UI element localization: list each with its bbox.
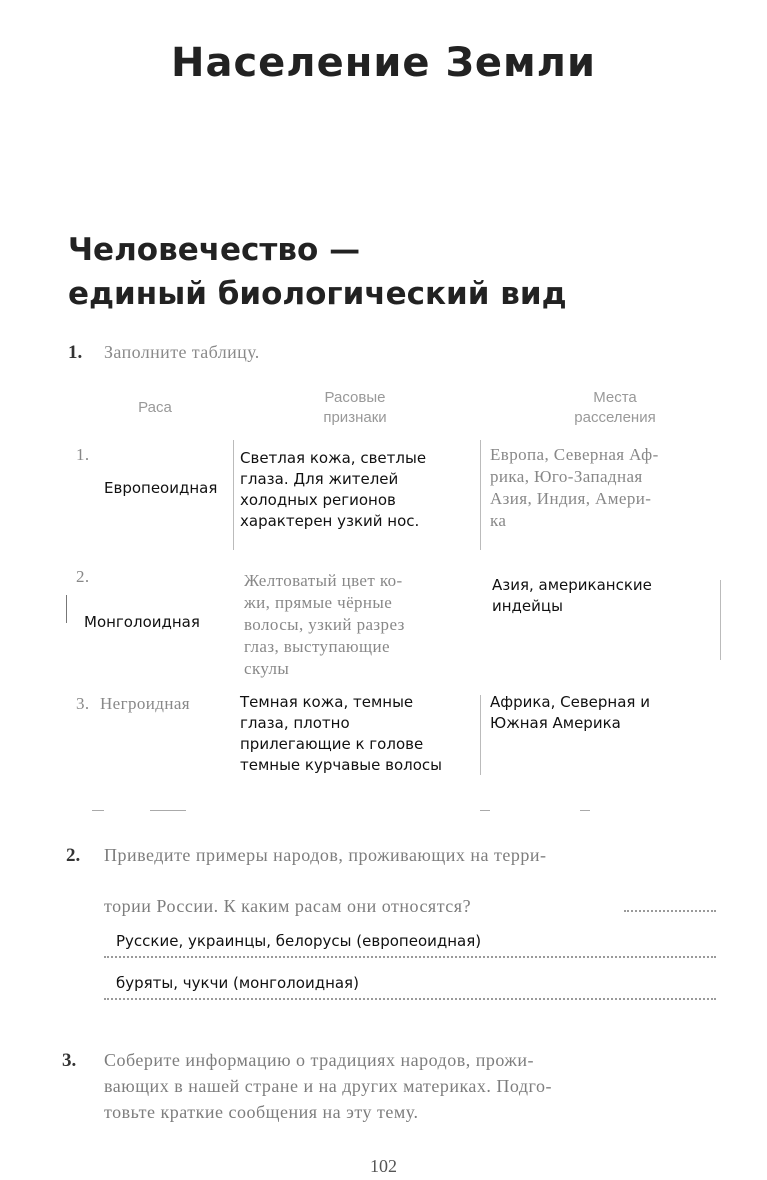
row2-places: Азия, американские индейцы <box>492 576 652 615</box>
table-divider <box>480 440 481 550</box>
header-places: Места расселения <box>574 389 656 426</box>
chapter-title: Население Земли <box>170 40 597 86</box>
page-number: 102 <box>370 1156 397 1176</box>
table-bottom-line <box>480 810 490 811</box>
table-divider <box>66 595 67 623</box>
table-bottom-line <box>580 810 590 811</box>
task1-prompt: Заполните таблицу. <box>104 342 260 362</box>
row3-features: Темная кожа, темные глаза, плотно прилегающие к голове темные курчавые волосы <box>240 693 442 774</box>
row1-features: Светлая кожа, светлые глаза. Для жителей холодных регионов характерен узкий нос. <box>240 449 427 530</box>
row1-race: Европеоидная <box>104 479 218 497</box>
table-divider <box>480 695 481 775</box>
section-title-line2: единый биологический вид <box>68 276 567 312</box>
header-race: Раса <box>138 399 172 416</box>
header-features: Расовые признаки <box>323 389 387 426</box>
task1-number: 1. <box>68 342 83 363</box>
row1-places: Европа, Северная Аф- рика, Юго-Западная Азия, Индия, Амери- ка <box>490 445 659 530</box>
table-bottom-line <box>92 810 104 811</box>
task3-line2: вающих в нашей стране и на других материках. Подго- <box>104 1076 552 1096</box>
row1-number: 1. <box>76 445 90 464</box>
table-divider <box>233 440 234 550</box>
answer-dotted-line <box>624 910 716 912</box>
row3-number: 3. <box>76 694 90 713</box>
row2-features: Желтоватый цвет ко- жи, прямые чёрные волосы, узкий разрез глаз, выступающие скулы <box>244 571 405 678</box>
task2-prompt-line2: тории России. К каким расам они относятся? <box>104 896 472 916</box>
task2-prompt-line1: Приведите примеры народов, проживающих на терри- <box>104 845 547 865</box>
task3-number: 3. <box>62 1050 77 1071</box>
table-divider <box>720 580 721 660</box>
table-bottom-line <box>150 810 186 811</box>
row3-race: Негроидная <box>100 694 191 713</box>
task3-line1: Соберите информацию о традициях народов, прожи- <box>104 1050 534 1070</box>
answer-dotted-line <box>104 956 716 958</box>
section-title <box>68 228 567 316</box>
task3-line3: товьте краткие сообщения на эту тему. <box>104 1102 419 1122</box>
row2-race: Монголоидная <box>84 613 200 631</box>
task2-number: 2. <box>66 845 81 866</box>
row2-number: 2. <box>76 567 90 586</box>
answer-dotted-line <box>104 998 716 1000</box>
section-title-line1: Человечество — <box>68 232 361 268</box>
task2-answer-line1: Русские, украинцы, белорусы (европеоидная) <box>116 932 482 950</box>
task2-answer-line2: буряты, чукчи (монголоидная) <box>116 974 359 992</box>
row3-places: Африка, Северная и Южная Америка <box>490 693 650 732</box>
